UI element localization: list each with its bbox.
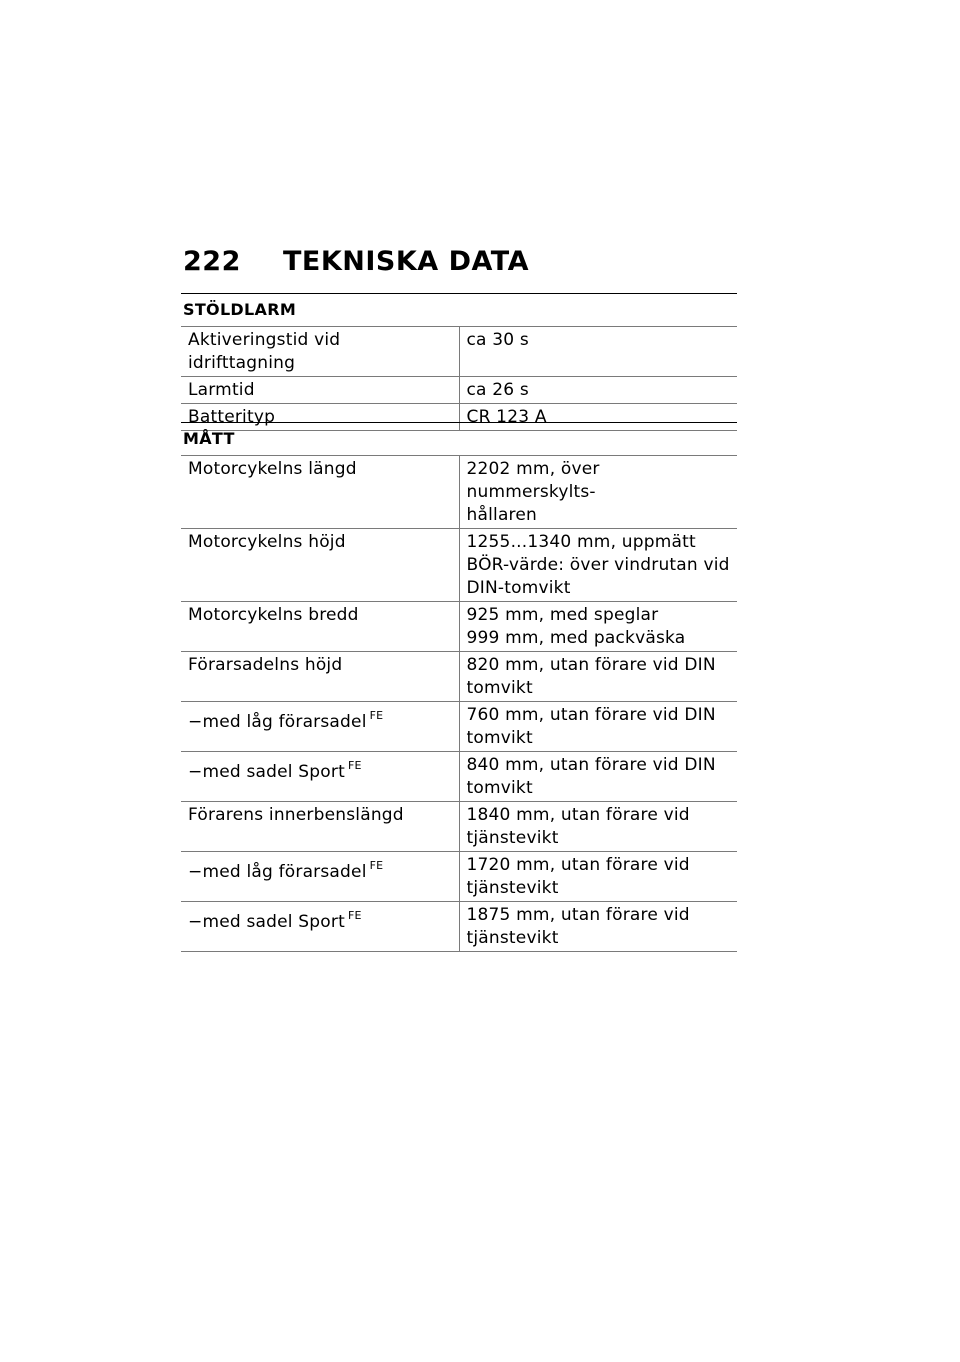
table-row	[181, 529, 737, 602]
table-row	[181, 702, 737, 752]
spec-value-line: BÖR-värde: över vindrutan vid	[466, 555, 730, 575]
spec-value-line: 1875 mm, utan förare vid	[466, 905, 690, 925]
spec-value-line: 840 mm, utan förare vid DIN	[466, 755, 716, 775]
spec-value-line: tomvikt	[466, 728, 533, 748]
spec-label-text: Batterityp	[188, 407, 276, 427]
spec-value-line: tomvikt	[466, 678, 533, 698]
spec-label-text: −med sadel Sport	[188, 762, 345, 782]
spec-label-text: −med låg förarsadel	[188, 712, 367, 732]
page-header	[183, 243, 529, 279]
spec-value	[459, 652, 737, 702]
table-row	[181, 456, 737, 529]
footnote-marker: FE	[369, 859, 384, 872]
spec-value	[459, 902, 737, 952]
spec-value-line: 1255...1340 mm, uppmätt	[466, 532, 696, 552]
spec-value-line: ca 30 s	[466, 330, 529, 350]
spec-value-line: 820 mm, utan förare vid DIN	[466, 655, 716, 675]
spec-value	[459, 377, 737, 404]
spec-label	[181, 852, 459, 902]
spec-value	[459, 852, 737, 902]
spec-label	[181, 327, 459, 377]
spec-label	[181, 652, 459, 702]
page-number: 222	[183, 245, 241, 277]
spec-label	[181, 802, 459, 852]
footnote-marker: FE	[347, 909, 362, 922]
spec-label-text: Motorcykelns bredd	[188, 605, 359, 625]
spec-label-text: Aktiveringstid vid idrifttagning	[188, 330, 341, 373]
spec-value-line: DIN-tomvikt	[466, 578, 571, 598]
spec-value-line: hållaren	[466, 505, 538, 525]
footnote-marker: FE	[369, 709, 384, 722]
spec-value-line: 1720 mm, utan förare vid	[466, 855, 690, 875]
table-row	[181, 602, 737, 652]
spec-value	[459, 702, 737, 752]
spec-label	[181, 456, 459, 529]
table-row	[181, 652, 737, 702]
spec-label-text: Motorcykelns höjd	[188, 532, 346, 552]
spec-label	[181, 377, 459, 404]
spec-value	[459, 802, 737, 852]
spec-value	[459, 529, 737, 602]
section-title: MÅTT	[181, 422, 737, 455]
table-row	[181, 377, 737, 404]
spec-label	[181, 602, 459, 652]
section-title: STÖLDLARM	[181, 293, 737, 326]
spec-value-line: 1840 mm, utan förare vid	[466, 805, 690, 825]
spec-label-text: −med låg förarsadel	[188, 862, 367, 882]
spec-value	[459, 602, 737, 652]
spec-label-text: Förarens innerbenslängd	[188, 805, 404, 825]
spec-label	[181, 752, 459, 802]
spec-value	[459, 752, 737, 802]
spec-table-stoldlarm	[181, 326, 737, 431]
spec-value-line: 760 mm, utan förare vid DIN	[466, 705, 716, 725]
spec-label-text: Larmtid	[188, 380, 255, 400]
spec-label	[181, 902, 459, 952]
spec-label-text: Motorcykelns längd	[188, 459, 357, 479]
table-row	[181, 902, 737, 952]
spec-value-line: tjänstevikt	[466, 828, 559, 848]
chapter-title: TEKNISKA DATA	[283, 245, 530, 277]
spec-label	[181, 529, 459, 602]
spec-value	[459, 456, 737, 529]
section-matt	[181, 422, 737, 952]
spec-label-text: −med sadel Sport	[188, 912, 345, 932]
spec-label	[181, 702, 459, 752]
table-row	[181, 327, 737, 377]
footnote-marker: FE	[347, 759, 362, 772]
table-row	[181, 802, 737, 852]
spec-label-text: Förarsadelns höjd	[188, 655, 343, 675]
table-row	[181, 852, 737, 902]
spec-table-matt	[181, 455, 737, 952]
spec-value-line: tjänstevikt	[466, 928, 559, 948]
spec-value	[459, 327, 737, 377]
spec-value-line: 999 mm, med packväska	[466, 628, 686, 648]
section-stoldlarm	[181, 293, 737, 431]
spec-value-line: CR 123 A	[466, 407, 547, 427]
spec-value-line: 925 mm, med speglar	[466, 605, 659, 625]
table-row	[181, 752, 737, 802]
spec-value-line: ca 26 s	[466, 380, 529, 400]
spec-value-line: tjänstevikt	[466, 878, 559, 898]
spec-value-line: 2202 mm, över nummerskylts-	[466, 459, 600, 502]
spec-value-line: tomvikt	[466, 778, 533, 798]
